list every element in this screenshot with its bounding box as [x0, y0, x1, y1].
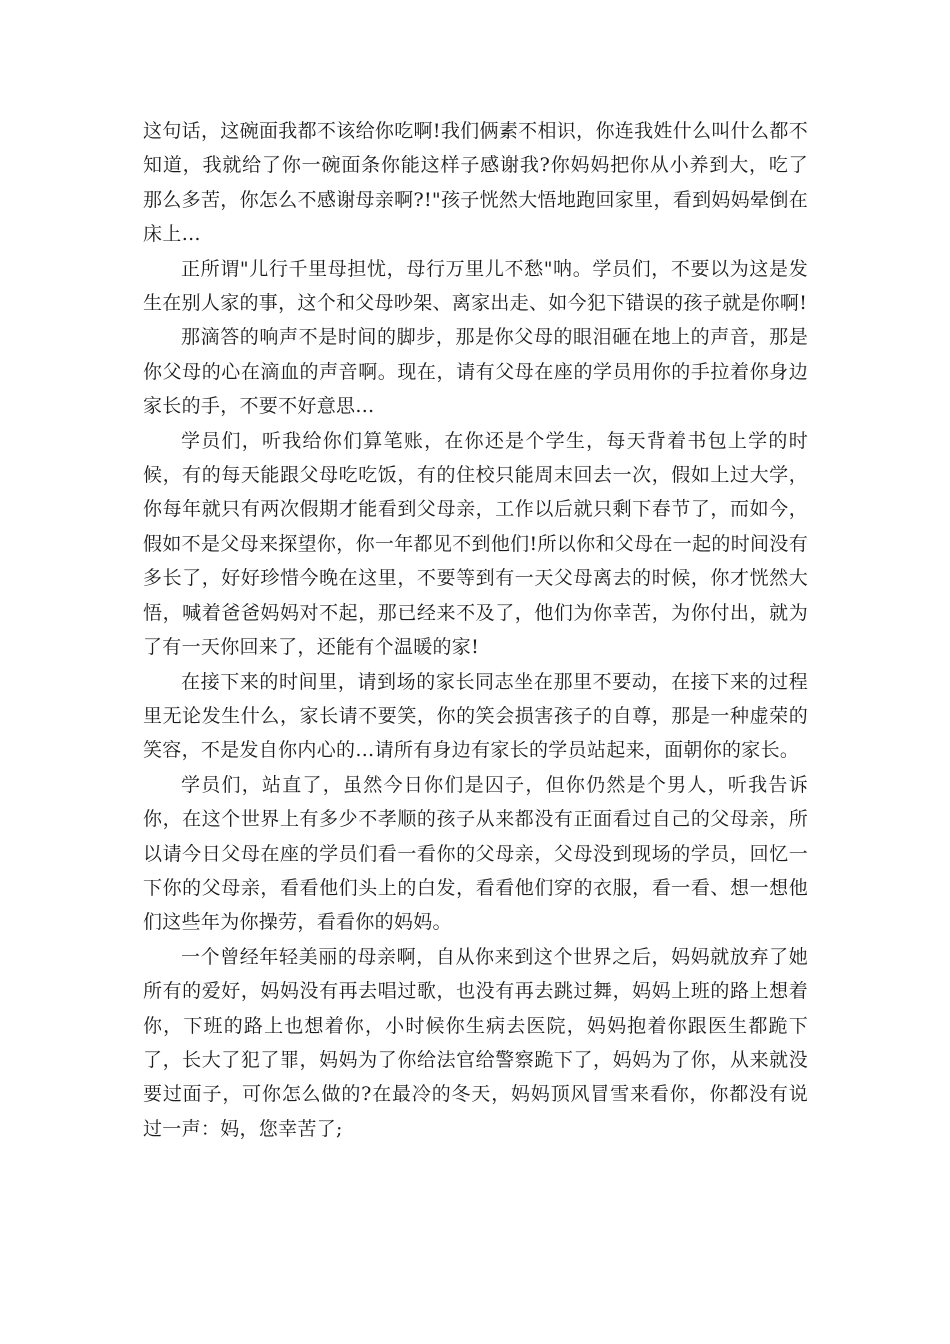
paragraph-5: 在接下来的时间里，请到场的家长同志坐在那里不要动，在接下来的过程里无论发生什么，家长请不要笑，你的笑会损害孩子的自尊，那是一种虚荣的笑容，不是发自你内心的…请所有身边有家长的学员站起来，面朝你的家长。 — [143, 670, 808, 762]
paragraph-3: 那滴答的响声不是时间的脚步，那是你父母的眼泪砸在地上的声音，那是你父母的心在滴血的声音啊。现在，请有父母在座的学员用你的手拉着你身边家长的手，不要不好意思… — [143, 326, 808, 418]
paragraph-7: 一个曾经年轻美丽的母亲啊，自从你来到这个世界之后，妈妈就放弃了她所有的爱好，妈妈没有再去唱过歌，也没有再去跳过舞，妈妈上班的路上想着你，下班的路上也想着你，小时候你生病去医院，妈妈抱着你跟医生都跪下了，长大了犯了罪，妈妈为了你给法官给警察跪下了，妈妈为了你，从来就没要过面子，可你怎么做的?在最冷的冬天，妈妈顶风冒雪来看你，你都没有说过一声：妈，您幸苦了; — [143, 945, 808, 1140]
paragraph-6: 学员们，站直了，虽然今日你们是囚子，但你仍然是个男人，听我告诉你，在这个世界上有多少不孝顺的孩子从来都没有正面看过自己的父母亲，所以请今日父母在座的学员们看一看你的父母亲，父母没到现场的学员，回忆一下你的父母亲，看看他们头上的白发，看看他们穿的衣服，看一看、想一想他们这些年为你操劳，看看你的妈妈。 — [143, 773, 808, 934]
paragraph-4: 学员们，听我给你们算笔账，在你还是个学生，每天背着书包上学的时候，有的每天能跟父母吃吃饭，有的住校只能周末回去一次，假如上过大学，你每年就只有两次假期才能看到父母亲，工作以后就只剩下春节了，而如今，假如不是父母来探望你，你一年都见不到他们!所以你和父母在一起的时间没有多长了，好好珍惜今晚在这里，不要等到有一天父母离去的时候，你才恍然大悟，喊着爸爸妈妈对不起，那已经来不及了，他们为你幸苦，为你付出，就为了有一天你回来了，还能有个温暖的家! — [143, 429, 808, 659]
paragraph-1: 这句话，这碗面我都不该给你吃啊!我们俩素不相识，你连我姓什么叫什么都不知道，我就给了你一碗面条你能这样子感谢我?你妈妈把你从小养到大，吃了那么多苦，你怎么不感谢母亲啊?!"孩子恍然大悟地跑回家里，看到妈妈晕倒在床上… — [143, 120, 808, 246]
paragraph-2: 正所谓"儿行千里母担忧，母行万里儿不愁"呐。学员们，不要以为这是发生在别人家的事，这个和父母吵架、离家出走、如今犯下错误的孩子就是你啊! — [143, 257, 808, 315]
document-body — [143, 114, 808, 1146]
